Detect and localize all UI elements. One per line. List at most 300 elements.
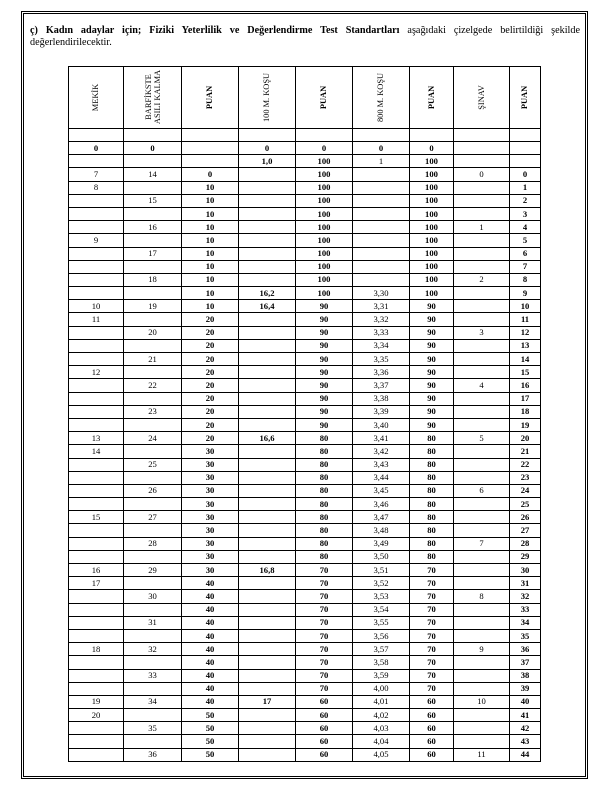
table-cell: 3,44 [353,471,410,484]
table-cell [69,247,124,260]
table-cell: 4,02 [353,709,410,722]
table-cell: 40 [182,577,239,590]
table-cell: 19 [69,695,124,708]
table-row [69,326,541,339]
table-cell: 27 [510,524,541,537]
table-cell: 80 [410,471,454,484]
table-cell: 40 [182,629,239,642]
table-cell: 30 [124,590,182,603]
table-cell [69,418,124,431]
table-cell [239,722,296,735]
table-row [69,656,541,669]
table-cell: 10 [182,273,239,286]
table-cell: 20 [182,339,239,352]
header-mekik: MEKİK [69,67,124,129]
table-cell: 20 [510,432,541,445]
table-cell: 17 [124,247,182,260]
table-cell: 100 [296,181,353,194]
table-cell: 100 [410,234,454,247]
table-cell [239,181,296,194]
table-row [69,418,541,431]
table-row [69,313,541,326]
table-cell: 80 [410,432,454,445]
table-cell: 6 [454,484,510,497]
table-cell: 42 [510,722,541,735]
table-cell: 4,01 [353,695,410,708]
table-cell: 8 [510,273,541,286]
table-row [69,181,541,194]
table-cell: 22 [510,458,541,471]
table-cell: 3,47 [353,511,410,524]
table-cell: 10 [182,300,239,313]
table-cell: 80 [410,511,454,524]
table-cell [454,445,510,458]
table-cell: 70 [410,603,454,616]
table-cell: 40 [182,682,239,695]
table-cell: 70 [410,669,454,682]
table-cell: 70 [410,643,454,656]
table-cell: 20 [182,326,239,339]
table-cell: 90 [296,339,353,352]
table-cell: 80 [410,524,454,537]
table-cell: 26 [124,484,182,497]
table-cell: 3,53 [353,590,410,603]
table-cell: 90 [296,379,353,392]
table-cell: 20 [69,709,124,722]
table-cell: 25 [510,498,541,511]
table-cell: 100 [296,273,353,286]
table-cell [239,735,296,748]
table-cell: 100 [296,221,353,234]
table-cell [239,748,296,761]
table-row [69,682,541,695]
table-cell [239,247,296,260]
table-cell: 15 [124,194,182,207]
table-cell [239,629,296,642]
table-cell: 3,38 [353,392,410,405]
table-cell [454,458,510,471]
table-cell [239,273,296,286]
table-cell: 17 [510,392,541,405]
table-row [69,577,541,590]
table-cell: 90 [296,353,353,366]
table-cell: 0 [454,168,510,181]
table-cell: 40 [182,656,239,669]
table-cell [239,682,296,695]
table-cell: 30 [182,471,239,484]
table-cell: 3,56 [353,629,410,642]
table-cell: 100 [410,287,454,300]
table-cell: 10 [182,287,239,300]
header-puan-1: PUAN [182,67,239,129]
table-cell [69,603,124,616]
table-cell [239,260,296,273]
table-cell: 29 [124,564,182,577]
table-cell [454,247,510,260]
table-cell: 3,39 [353,405,410,418]
header-puan-4: PUAN [510,67,541,129]
table-cell: 30 [182,484,239,497]
table-cell: 20 [182,432,239,445]
table-cell: 16 [510,379,541,392]
table-cell: 28 [124,537,182,550]
table-cell: 60 [296,735,353,748]
table-cell [124,181,182,194]
table-cell: 70 [410,616,454,629]
table-cell: 80 [296,524,353,537]
table-cell: 70 [410,682,454,695]
table-cell: 80 [296,445,353,458]
table-cell: 12 [510,326,541,339]
table-cell: 40 [182,669,239,682]
table-cell [239,484,296,497]
table-cell: 20 [182,405,239,418]
table-cell: 7 [454,537,510,550]
table-cell [124,524,182,537]
table-cell: 38 [510,669,541,682]
table-cell: 3,36 [353,366,410,379]
table-cell: 100 [410,273,454,286]
table-cell [124,603,182,616]
table-cell [239,577,296,590]
table-cell [69,590,124,603]
table-cell: 70 [296,682,353,695]
table-cell: 6 [510,247,541,260]
table-cell: 11 [510,313,541,326]
table-cell: 33 [124,669,182,682]
table-cell: 0 [510,168,541,181]
header-puan-2: PUAN [296,67,353,129]
table-cell: 33 [510,603,541,616]
table-cell [239,168,296,181]
table-cell: 4 [454,379,510,392]
table-cell: 90 [410,366,454,379]
table-cell: 4,03 [353,722,410,735]
table-cell [69,392,124,405]
table-cell [454,405,510,418]
table-cell: 30 [182,524,239,537]
table-cell: 80 [296,511,353,524]
table-cell [454,603,510,616]
table-cell: 3,48 [353,524,410,537]
table-cell [239,616,296,629]
table-cell [454,366,510,379]
table-cell: 14 [124,168,182,181]
table-row [69,616,541,629]
table-cell [124,313,182,326]
table-cell [69,379,124,392]
table-cell: 70 [296,577,353,590]
table-cell: 90 [410,326,454,339]
table-cell [353,273,410,286]
table-cell [124,155,182,168]
fitness-standards-table [68,66,541,762]
table-cell [454,564,510,577]
table-cell: 4,04 [353,735,410,748]
table-cell: 70 [296,603,353,616]
table-cell: 43 [510,735,541,748]
table-cell: 17 [69,577,124,590]
table-cell: 22 [124,379,182,392]
table-row [69,273,541,286]
table-cell: 3,54 [353,603,410,616]
table-cell: 100 [410,194,454,207]
table-row [69,550,541,563]
table-cell: 16,2 [239,287,296,300]
table-cell: 90 [296,313,353,326]
table-cell: 80 [296,432,353,445]
table-cell [239,524,296,537]
table-cell: 39 [510,682,541,695]
table-cell: 7 [510,260,541,273]
table-cell: 70 [296,669,353,682]
table-row [69,511,541,524]
table-cell: 9 [69,234,124,247]
table-cell: 3,34 [353,339,410,352]
table-cell [124,498,182,511]
table-cell [454,194,510,207]
table-cell [124,709,182,722]
table-cell: 20 [182,366,239,379]
table-cell [239,537,296,550]
table-cell [454,511,510,524]
table-cell: 30 [182,498,239,511]
table-cell: 18 [124,273,182,286]
table-cell [69,273,124,286]
table-cell: 50 [182,748,239,761]
table-cell: 37 [510,656,541,669]
table-cell: 3,59 [353,669,410,682]
table-cell [69,260,124,273]
table-cell: 44 [510,748,541,761]
table-cell [454,722,510,735]
table-cell: 8 [454,590,510,603]
table-cell: 30 [182,564,239,577]
table-cell: 15 [69,511,124,524]
table-cell: 90 [410,353,454,366]
table-cell: 60 [296,709,353,722]
table-cell: 10 [182,207,239,220]
table-cell [353,181,410,194]
table-cell: 20 [182,379,239,392]
table-cell: 4,00 [353,682,410,695]
table-cell: 3,57 [353,643,410,656]
table-cell [239,418,296,431]
table-row [69,221,541,234]
table-cell [353,234,410,247]
table-cell [124,392,182,405]
table-cell [239,392,296,405]
table-cell [124,418,182,431]
table-cell: 70 [410,656,454,669]
table-cell [454,353,510,366]
table-cell [239,405,296,418]
table-cell: 20 [182,313,239,326]
table-cell [239,603,296,616]
table-cell: 70 [296,616,353,629]
table-cell [353,194,410,207]
table-cell [69,524,124,537]
table-cell: 80 [410,484,454,497]
intro-rest-text: aşağıdaki çizelgede belirtildiği şekilde değerlendirilecektir. [30,25,580,48]
table-cell: 0 [182,168,239,181]
table-cell: 80 [410,498,454,511]
table-row [69,379,541,392]
table-cell [454,392,510,405]
table-cell [69,221,124,234]
table-cell: 70 [410,564,454,577]
table-cell: 10 [454,695,510,708]
table-cell: 10 [69,300,124,313]
table-cell [454,550,510,563]
table-cell [454,471,510,484]
table-row [69,695,541,708]
table-cell [124,445,182,458]
table-cell [124,629,182,642]
table-cell: 3,30 [353,287,410,300]
intro-bold-text: ç) Kadın adaylar için; Fiziki Yeterlilik ve Değerlendirme Test Standartları [30,25,400,36]
table-cell: 1 [454,221,510,234]
table-cell [124,234,182,247]
table-cell [69,405,124,418]
table-cell: 26 [510,511,541,524]
table-cell: 40 [182,695,239,708]
table-cell: 80 [296,498,353,511]
table-cell: 12 [69,366,124,379]
table-cell: 7 [69,168,124,181]
table-cell [69,339,124,352]
table-cell [353,207,410,220]
table-cell: 100 [410,168,454,181]
table-cell: 100 [296,260,353,273]
table-cell [239,339,296,352]
table-cell: 3,58 [353,656,410,669]
table-row [69,643,541,656]
table-row [69,432,541,445]
table-row [69,722,541,735]
table-cell: 40 [510,695,541,708]
table-cell [454,629,510,642]
table-cell [124,366,182,379]
table-cell [239,709,296,722]
table-cell: 90 [296,392,353,405]
table-cell: 36 [124,748,182,761]
table-cell: 30 [182,537,239,550]
table-cell [239,326,296,339]
table-cell [454,207,510,220]
table-row [69,445,541,458]
table-cell [239,379,296,392]
table-cell [124,682,182,695]
table-cell: 70 [296,643,353,656]
table-cell [69,287,124,300]
table-cell: 20 [182,418,239,431]
table-cell [239,590,296,603]
table-cell: 70 [410,590,454,603]
table-cell: 60 [296,748,353,761]
table-row [69,748,541,761]
table-cell: 90 [296,405,353,418]
table-cell: 20 [182,392,239,405]
table-cell [69,669,124,682]
table-cell: 70 [296,629,353,642]
table-row [69,735,541,748]
table-row [69,709,541,722]
table-cell [239,669,296,682]
table-cell: 8 [69,181,124,194]
table-row [69,590,541,603]
table-row [69,155,541,168]
table-cell: 1 [353,155,410,168]
table-cell: 3,46 [353,498,410,511]
table-cell [124,735,182,748]
table-cell: 80 [296,550,353,563]
table-cell: 21 [510,445,541,458]
table-cell: 80 [296,471,353,484]
table-cell: 80 [296,484,353,497]
table-cell [454,709,510,722]
table-cell [69,498,124,511]
table-cell: 3,32 [353,313,410,326]
table-cell: 100 [296,155,353,168]
table-cell: 9 [454,643,510,656]
table-row [69,524,541,537]
table-cell: 60 [410,722,454,735]
table-cell: 1,0 [239,155,296,168]
table-cell: 3,49 [353,537,410,550]
table-cell: 3,42 [353,445,410,458]
table-cell: 10 [182,260,239,273]
table-cell: 16 [124,221,182,234]
header-barfiks: BARFİKSTE ASILI KALMA [124,67,182,129]
table-cell: 90 [410,313,454,326]
table-cell [69,748,124,761]
table-cell: 30 [182,550,239,563]
table-cell [239,656,296,669]
table-cell [454,682,510,695]
table-cell [239,194,296,207]
table-cell: 14 [69,445,124,458]
table-cell: 90 [410,300,454,313]
table-cell: 90 [296,366,353,379]
table-row [69,603,541,616]
table-cell: 21 [124,353,182,366]
table-cell: 10 [182,181,239,194]
table-cell: 90 [410,405,454,418]
table-cell: 20 [182,353,239,366]
table-row [69,168,541,181]
table-cell [69,616,124,629]
table-cell: 80 [410,445,454,458]
table-cell [239,458,296,471]
table-cell: 3,35 [353,353,410,366]
table-cell [239,445,296,458]
table-cell: 100 [410,221,454,234]
table-cell [510,142,541,155]
table-cell: 27 [124,511,182,524]
table-cell [454,155,510,168]
table-cell: 36 [510,643,541,656]
table-cell: 19 [124,300,182,313]
table-row [69,564,541,577]
table-cell [69,458,124,471]
table-cell: 25 [124,458,182,471]
table-cell: 35 [510,629,541,642]
header-800m: 800 M. KOŞU [353,67,410,129]
table-cell [239,313,296,326]
table-cell: 40 [182,590,239,603]
table-cell: 100 [296,168,353,181]
